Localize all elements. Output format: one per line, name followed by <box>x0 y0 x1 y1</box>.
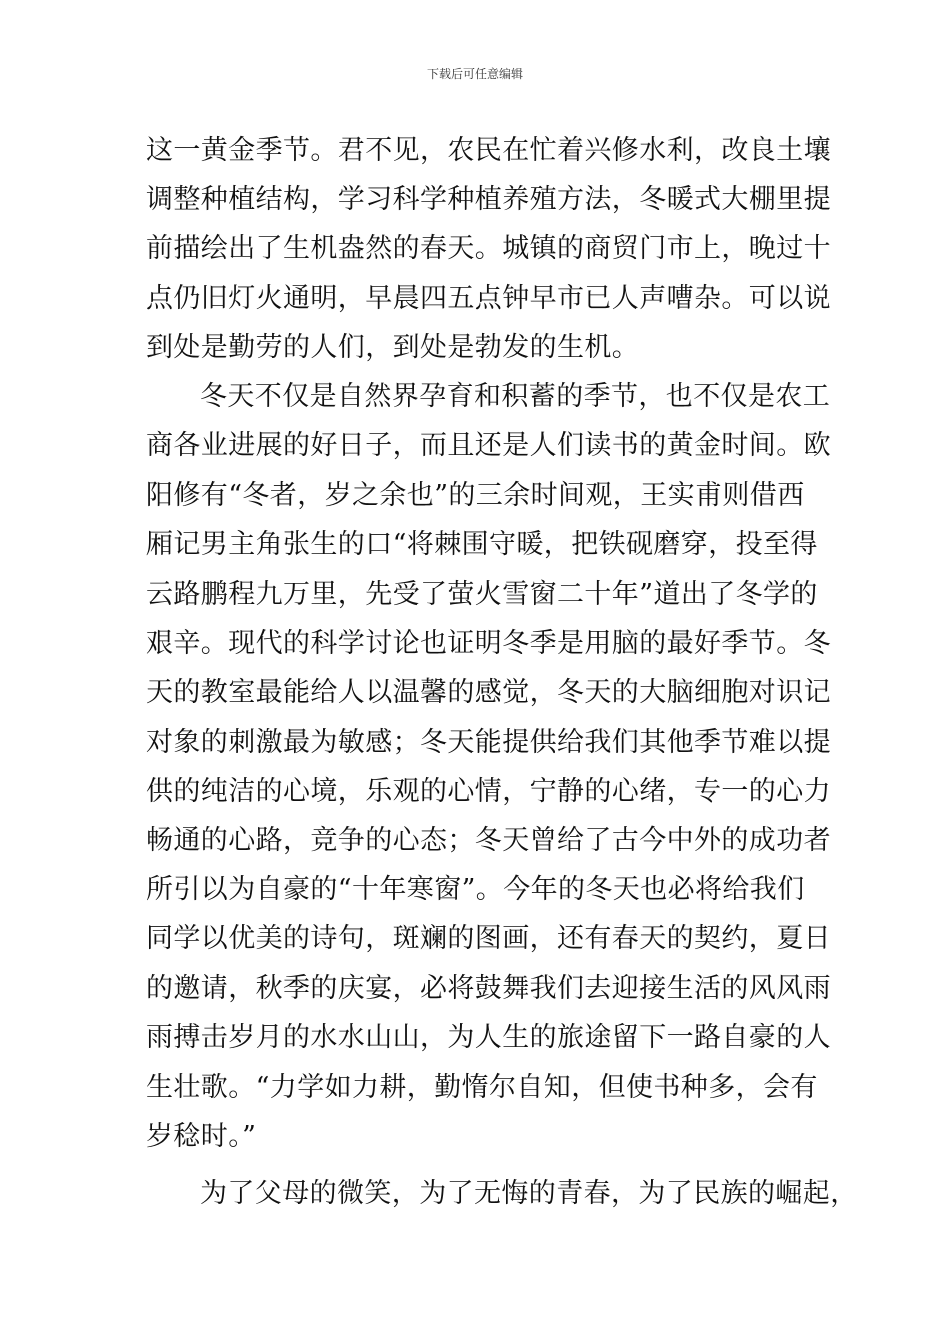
text-line: 畅通的心路，竞争的心态；冬天曾给了古今中外的成功者 <box>146 825 831 856</box>
text-line: 艰辛。现代的科学讨论也证明冬季是用脑的最好季节。冬 <box>146 628 831 659</box>
page-header: 下载后可任意编辑 <box>426 67 523 81</box>
text-line-paragraph-start: 为了父母的微笑，为了无悔的青春，为了民族的崛起， <box>200 1178 858 1209</box>
text-line: 前描绘出了生机盎然的春天。城镇的商贸门市上，晚过十 <box>146 233 831 264</box>
text-line: 岁稔时。” <box>146 1121 257 1152</box>
text-line: 天的教室最能给人以温馨的感觉，冬天的大脑细胞对识记 <box>146 677 831 708</box>
text-line: 供的纯洁的心境，乐观的心情，宁静的心绪，专一的心力 <box>146 776 831 807</box>
text-line: 雨搏击岁月的水水山山，为人生的旅途留下一路自豪的人 <box>146 1022 831 1053</box>
text-line: 点仍旧灯火通明，早晨四五点钟早市已人声嘈杂。可以说 <box>146 283 831 314</box>
text-line: 这一黄金季节。君不见，农民在忙着兴修水利，改良土壤 <box>146 135 831 166</box>
text-line: 的邀请，秋季的庆宴，必将鼓舞我们去迎接生活的风风雨 <box>146 973 831 1004</box>
text-line-paragraph-start: 冬天不仅是自然界孕育和积蓄的季节，也不仅是农工 <box>200 381 831 412</box>
text-line: 云路鹏程九万里，先受了萤火雪窗二十年”道出了冬学的 <box>146 579 818 610</box>
text-line: 对象的刺激最为敏感；冬天能提供给我们其他季节难以提 <box>146 727 831 758</box>
text-line: 调整种植结构，学习科学种植养殖方法，冬暖式大棚里提 <box>146 184 831 215</box>
text-line: 生壮歌。“力学如力耕，勤惰尔自知，但使书种多，会有 <box>146 1072 818 1103</box>
text-line: 阳修有“冬者，岁之余也”的三余时间观，王实甫则借西 <box>146 480 805 511</box>
text-line: 所引以为自豪的“十年寒窗”。今年的冬天也必将给我们 <box>146 874 805 905</box>
text-line: 商各业进展的好日子，而且还是人们读书的黄金时间。欧 <box>146 430 831 461</box>
text-line: 到处是勤劳的人们，到处是勃发的生机。 <box>146 332 640 363</box>
text-line: 同学以优美的诗句，斑斓的图画，还有春天的契约，夏日 <box>146 923 831 954</box>
text-line: 厢记男主角张生的口“将棘围守暖，把铁砚磨穿，投至得 <box>146 529 818 560</box>
